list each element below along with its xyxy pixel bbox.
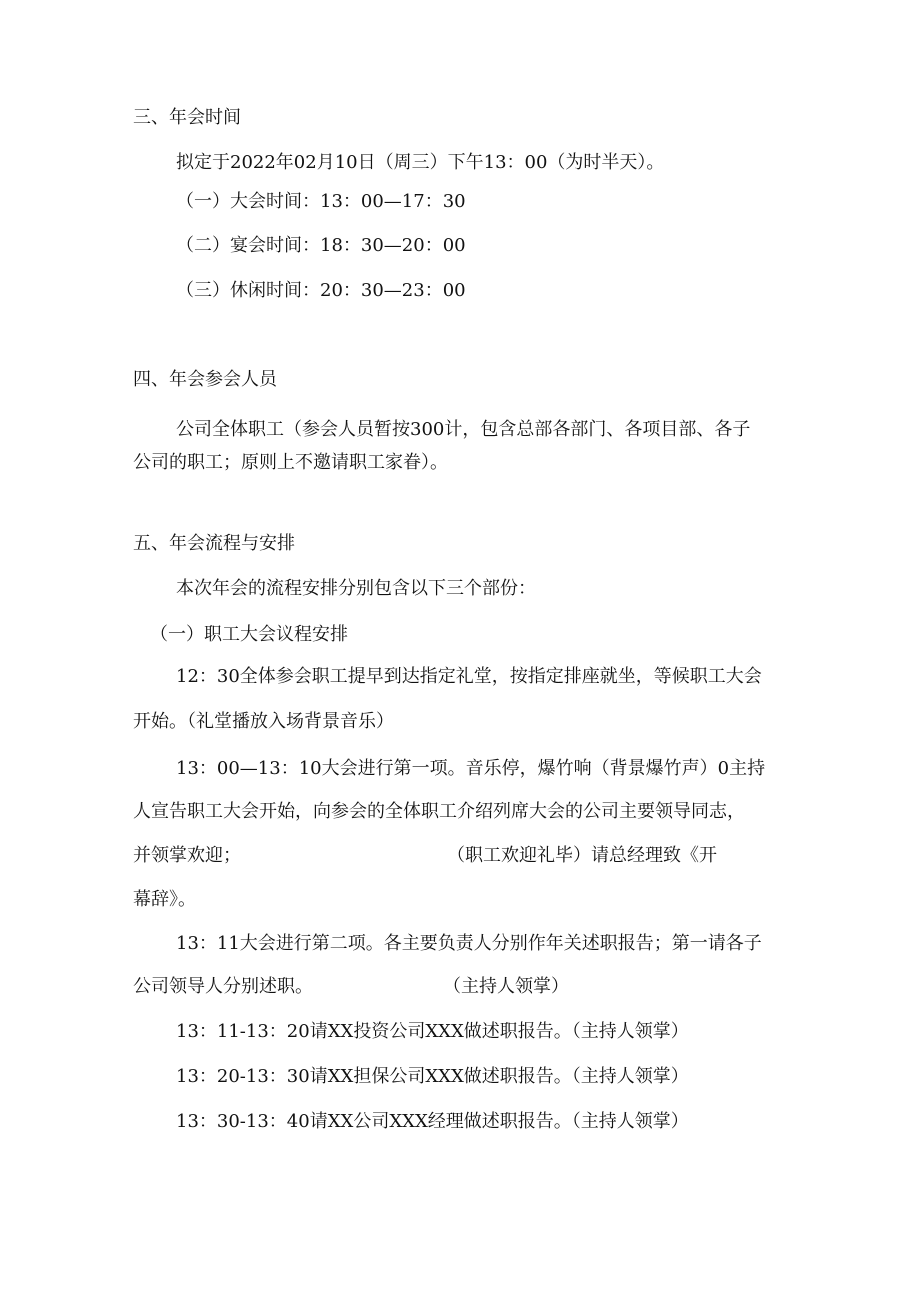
paragraph-2-line-1: 13：00—13：10大会进行第一项。音乐停，爆竹响（背景爆竹声）0主持 — [176, 758, 766, 779]
paragraph-3-line-2 — [133, 976, 569, 998]
paragraph-3-line-2-end: （主持人领掌） — [443, 976, 569, 997]
section-5-intro: 本次年会的流程安排分别包含以下三个部份： — [176, 578, 536, 599]
time-item-2: （二）宴会时间：18：30—20：00 — [176, 235, 466, 256]
section-4-heading: 四、年会参会人员 — [133, 369, 277, 390]
paragraph-2-line-4: 幕辞》。 — [133, 889, 196, 910]
paragraph-1-line-2: 开始。（礼堂播放入场背景音乐） — [133, 711, 394, 732]
schedule-item-1: 13：11-13：20请XX投资公司XXX做述职报告。（主持人领掌） — [176, 1021, 689, 1042]
paragraph-2-line-3-end: （职工欢迎礼毕）请总经理致《开 — [447, 845, 717, 866]
paragraph-2-line-2: 人宣告职工大会开始，向参会的全体职工介绍列席大会的公司主要领导同志， — [133, 801, 745, 822]
section-3-intro: 拟定于2022年02月10日（周三）下午13：00（为时半天）。 — [176, 152, 665, 173]
section-5-heading: 五、年会流程与安排 — [133, 533, 295, 554]
section-5-sub-heading: （一）职工大会议程安排 — [150, 624, 348, 645]
paragraph-1-line-1: 12：30全体参会职工提早到达指定礼堂，按指定排座就坐，等候职工大会 — [176, 666, 762, 687]
paragraph-2-line-3 — [133, 845, 717, 867]
section-3-heading: 三、年会时间 — [133, 107, 241, 128]
section-4-line-1: 公司全体职工（参会人员暂按300计，包含总部各部门、各项目部、各子 — [176, 419, 751, 440]
schedule-item-2: 13：20-13：30请XX担保公司XXX做述职报告。（主持人领掌） — [176, 1066, 689, 1087]
time-item-3: （三）休闲时间：20：30—23：00 — [176, 280, 466, 301]
time-item-1: （一）大会时间：13：00—17：30 — [176, 191, 466, 212]
paragraph-2-line-3-start: 并领掌欢迎； — [133, 845, 241, 866]
paragraph-3-line-1: 13：11大会进行第二项。各主要负责人分别作年关述职报告；第一请各子 — [176, 933, 762, 954]
paragraph-3-line-2-start: 公司领导人分别述职。 — [133, 976, 313, 997]
schedule-item-3: 13：30-13：40请XX公司XXX经理做述职报告。（主持人领掌） — [176, 1111, 689, 1132]
section-4-line-2: 公司的职工；原则上不邀请职工家眷）。 — [133, 452, 448, 473]
